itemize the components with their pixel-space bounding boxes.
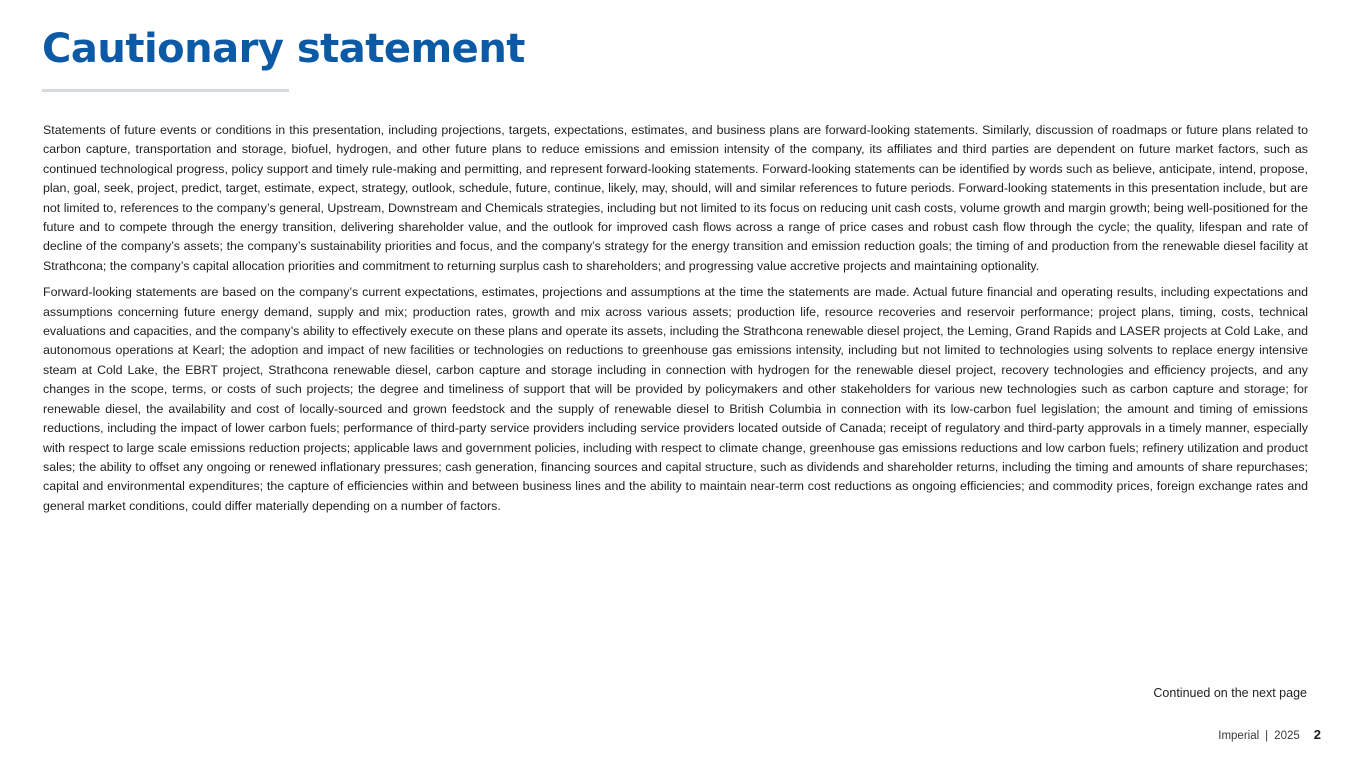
continued-note: Continued on the next page <box>1153 686 1307 700</box>
footer-separator: | <box>1265 730 1269 742</box>
statement-body <box>43 121 1308 523</box>
footer-company: Imperial <box>1218 730 1260 742</box>
title-underline <box>42 89 289 92</box>
paragraph-assumptions: Forward-looking statements are based on the company’s current expectations, estimates, projections and assumptions at the time the statements are made. Actual future financial and operating results, including expectations and assumptions concerning future energy demand, supply and mix; production rates, growth and mix across various assets; production life, resource recoveries and reservoir performance; project plans, timing, costs, technical evaluations and capacities, and the company’s ability to effectively execute on these plans and operate its assets, including the Strathcona renewable diesel project, the Leming, Grand Rapids and LASER projects at Cold Lake, and autonomous operations at Kearl; the adoption and impact of new facilities or technologies on reductions to greenhouse gas emissions intensity, including but not limited to technologies using solvents to replace energy intensive steam at Cold Lake, the EBRT project, Strathcona renewable diesel, carbon capture and storage including in connection with hydrogen for the renewable diesel project, recovery technologies and efficiency projects, and any changes in the scope, terms, or costs of such projects; the degree and timeliness of support that will be provided by policymakers and other stakeholders for various new technologies such as carbon capture and storage; for renewable diesel, the availability and cost of locally-sourced and grown feedstock and the supply of renewable diesel to British Columbia in connection with its low-carbon fuel legislation; the amount and timing of emissions reductions, including the impact of lower carbon fuels; performance of third-party service providers including service providers located outside of Canada; receipt of regulatory and third-party approvals in a timely manner, especially with respect to large scale emissions reduction projects; applicable laws and government policies, including with respect to climate change, greenhouse gas emissions reductions and low carbon fuels; refinery utilization and product sales; the ability to offset any ongoing or renewed inflationary pressures; cash generation, financing sources and capital structure, such as dividends and shareholder returns, including the timing and amounts of share repurchases; capital and environmental expenditures; the capture of efficiencies within and between business lines and the ability to maintain near-term cost reductions as ongoing efficiencies; and commodity prices, foreign exchange rates and general market conditions, could differ materially depending on a number of factors. <box>43 285 1308 513</box>
footer-year: 2025 <box>1274 730 1300 742</box>
page-title: Cautionary statement <box>42 26 525 72</box>
paragraph-forward-looking-statements: Statements of future events or conditions in this presentation, including projections, targets, expectations, estimates, and business plans are forward-looking statements. Similarly, discussion of roadmaps or future plans related to carbon capture, transportation and storage, biofuel, hydrogen, and other future plans to reduce emissions and emission intensity of the company, its affiliates and third parties are dependent on future market factors, such as continued technological progress, policy support and timely rule-making and permitting, and represent forward-looking statements. Forward-looking statements can be identified by words such as believe, anticipate, intend, propose, plan, goal, seek, project, predict, target, estimate, expect, strategy, outlook, schedule, future, continue, likely, may, should, will and similar references to future periods. Forward-looking statements in this presentation include, but are not limited to, references to the company’s general, Upstream, Downstream and Chemicals strategies, including but not limited to its focus on reducing unit cash costs, volume growth and margin growth; being well-positioned for the future and to compete through the energy transition, delivering shareholder value, and the outlook for improved cash flows across a range of price cases and robust cash flow through the cycle; the quality, lifespan and rate of decline of the company’s assets; the company’s sustainability priorities and focus, and the company’s strategy for the energy transition and emission reduction goals; the timing of and production from the renewable diesel facility at Strathcona; the company’s capital allocation priorities and commitment to returning surplus cash to shareholders; and progressing value accretive projects and maintaining optionality. <box>43 123 1308 273</box>
footer <box>1218 727 1321 742</box>
page-number: 2 <box>1313 727 1321 742</box>
